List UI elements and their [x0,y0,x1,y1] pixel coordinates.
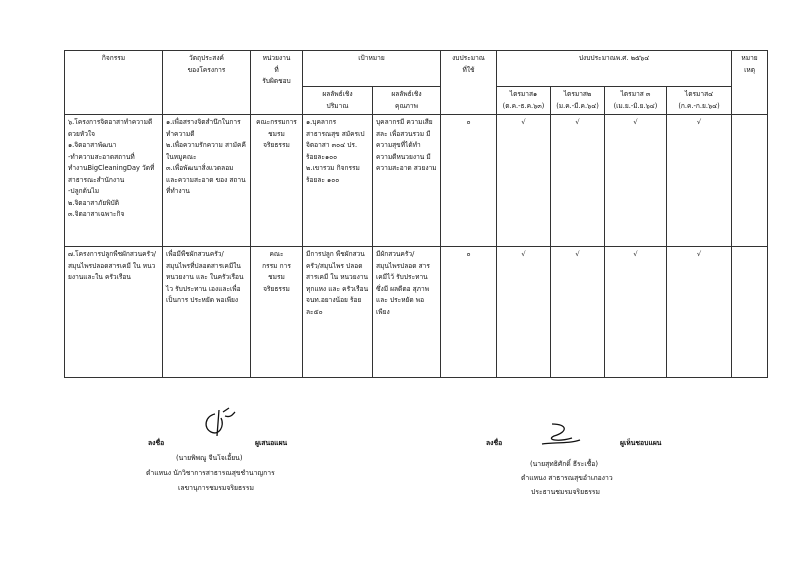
left-handwritten-signature [195,404,239,444]
left-signer-title: เลขานุการชมรมจริยธรรม [178,484,254,492]
cell-objective: เพื่อมีพืชผักสวนครัว/ สมุนไพรที่ปลอดสารเคมีในหนวยงาน และ ในครัวเรือนไว รับประทาน เองและเพื่อ เป็นการ ประหยัด พอเพียง [163,247,251,378]
header-fiscal-year: ปงบประมาณพ.ศ. ๒๕๖๔ [497,51,732,87]
header-budget: งบประมาณ ที่ใช้ [441,51,497,115]
cell-target-quality: มีผักสวนครัว/ สมุนไพรปลอด สารเคมีไว้ รับประทาน ซึ่งมี ผลดีตอ สุภาพ และ ประหยัด พอเพียง [373,247,441,378]
cell-unit: คณะกรรมการ ชมรม จริยธรรม [251,115,303,247]
header-remark: หมาย เหตุ [732,51,768,115]
right-signer-title: ประธานชมรมจริยธรรม [531,488,600,496]
project-plan-table [64,50,768,378]
cell-q2-check: √ [551,115,605,247]
cell-budget: ๐ [441,115,497,247]
right-sign-label: ลงชื่อ [486,439,503,447]
cell-budget: ๐ [441,247,497,378]
cell-activity: ๖.โครงการจิตอาสาทำความดี ดวยหัวใจ ๑.จิตอาสาพัฒนา -ทำความสะอาดสถานที่ทำงานBigCleaningDay วัดที่สาธารณะสำนักงาน -ปลูกต้นไม ๒.จิตอาสาภัยพิบัติ ๓.จิตอาสาเฉพาะกิจ [65,115,163,247]
header-target-quantity: ผลลัพธ์เชิง ปริมาณ [303,87,373,115]
cell-remark [732,247,768,378]
right-handwritten-signature [538,420,584,450]
header-activity: กิจกรรม [65,51,163,115]
left-signer-name: (นายพิพณู จีนโจเอี้ยน) [176,454,243,462]
header-target-quality: ผลลัพธ์เชิง คุณภาพ [373,87,441,115]
cell-target-quantity: มีการปลูก พืชผักสวน ครัว/สมุนไพร ปลอด สารเคมี ใน หนวยงาน ทุกแหง และ ครัวเรือน จนท.อยางน้อย ร้อยละ๕๐ [303,247,373,378]
left-sign-label: ลงชื่อ [148,439,165,447]
cell-q4-check: √ [667,247,732,378]
right-role-label: ผูเห็นชอบแผน [620,439,662,447]
left-role-label: ผูเสนอแผน [255,439,288,447]
header-objective: วัตถุประสงค์ ของโครงการ [163,51,251,115]
header-q4: ไตรมาส๔ (ก.ค.-ก.ย.๖๔) [667,87,732,115]
cell-q3-check: √ [605,247,667,378]
header-unit: หน่วยงาน ที่ รับผิดชอบ [251,51,303,115]
cell-q1-check: √ [497,115,551,247]
cell-q2-check: √ [551,247,605,378]
header-target: เป้าหมาย [303,51,441,87]
cell-q4-check: √ [667,115,732,247]
table-row [65,247,768,378]
header-row-1 [65,51,768,87]
cell-remark [732,115,768,247]
header-q2: ไตรมาส๒ (ม.ค.-มี.ค.๖๔) [551,87,605,115]
cell-q1-check: √ [497,247,551,378]
cell-unit: คณะ กรรม การ ชมรม จริยธรรม [251,247,303,378]
right-signer-name: (นายสุทธิศักดิ์ ธีระเชื้อ) [530,460,598,468]
table-row [65,115,768,247]
left-signer-position: ตำแหนง นักวิชาการสาธารณสุขชำนาญการ [146,469,275,477]
header-q3: ไตรมาส ๓ (เม.ย.-มิ.ย.๖๔) [605,87,667,115]
header-q1: ไตรมาส๑ (ต.ค.-ธ.ค.๖๓) [497,87,551,115]
cell-target-quantity: ๑.บุคลากร สาธารณสุข สมัครเปจิตอาสา ๓๐๔ ปร. ร้อยละ๑๐๐ ๒.เขารวม กิจกรรม ร้อยละ ๑๐๐ [303,115,373,247]
cell-target-quality: บุคลากรมี ความเสียสละ เพื่อสวนรวม มี ความสุขที่ได้ทำ ความดีหนวยงาน มีความสะอาด สวยงาม [373,115,441,247]
cell-q3-check: √ [605,115,667,247]
cell-objective: ๑.เพื่อสรางจิตสำนึกในการทำความดี ๒.เพื่อความรักความ สามัคคีในหมูคณะ ๓.เพื่อพัฒนาสิ่งแวดลอม และความสะอาด ของ สถานที่ทำงาน [163,115,251,247]
right-signer-position: ตำแหนง สาธารณสุขอำเภองาว [521,474,613,482]
cell-activity: ๗.โครงการปลูกพืชผักสวนครัว/สมุนไพรปลอดสารเคมี ใน หนวยงานและใน ครัวเรือน [65,247,163,378]
